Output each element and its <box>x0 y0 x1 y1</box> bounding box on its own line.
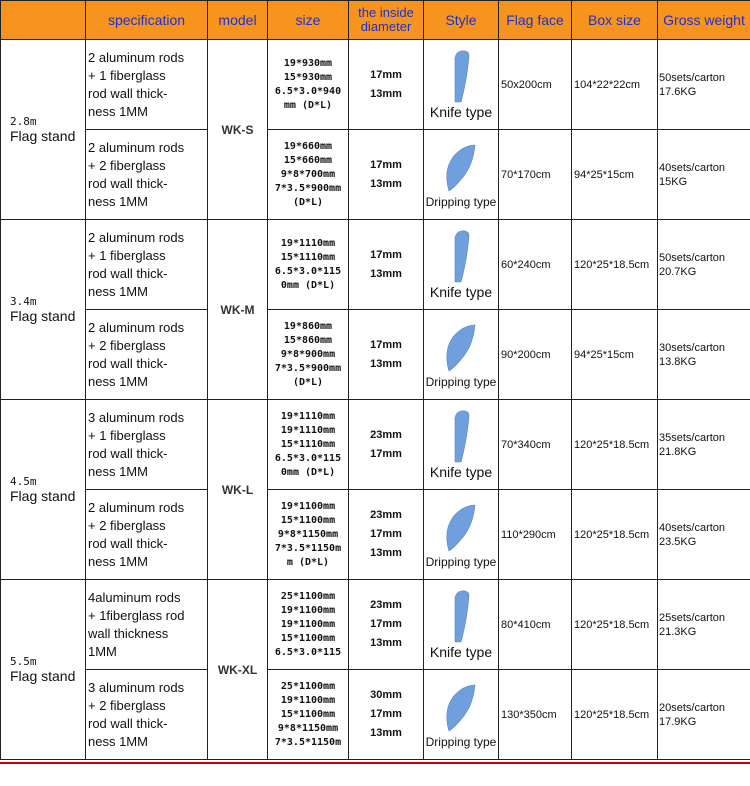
stand-height-cell <box>1 580 86 760</box>
size-line: 15*860mm <box>283 334 333 346</box>
size-cell <box>268 310 349 400</box>
diameter-line: 17mm <box>370 158 402 171</box>
specification-line: ness 1MM <box>88 283 148 299</box>
gross-weight-line: 50sets/carton <box>659 71 726 84</box>
size-line: 19*660mm <box>283 140 333 152</box>
stand-height: 4.5m <box>10 475 37 488</box>
dripping-flag-icon <box>441 321 481 375</box>
diameter-line: 13mm <box>370 87 402 100</box>
inside-diameter-cell <box>349 130 424 220</box>
model-cell: WK-XL <box>208 580 268 760</box>
diameter-line: 13mm <box>370 637 402 649</box>
specification-line: wall thickness <box>88 625 169 641</box>
diameter-line: 23mm <box>370 509 402 521</box>
gross-weight-cell <box>658 490 750 580</box>
inside-diameter-cell <box>349 490 424 580</box>
size-line: 19*1110mm <box>280 424 336 436</box>
size-line: 9*8*1150mm <box>277 528 339 540</box>
size-line: 6.5*3.0*115 <box>274 265 342 277</box>
flag-face-cell: 60*240cm <box>499 220 572 310</box>
size-line: 9*8*700mm <box>280 168 336 180</box>
size-line: m (D*L) <box>286 556 330 568</box>
header-box-size: Box size <box>572 1 658 40</box>
specification-cell <box>86 310 208 400</box>
specification-line: + 2 fiberglass <box>88 157 166 173</box>
header-specification: specification <box>86 1 208 40</box>
diameter-line: 17mm <box>370 68 402 81</box>
size-line: 0mm (D*L) <box>280 279 336 291</box>
gross-weight-line: 40sets/carton <box>659 161 726 174</box>
box-size-cell: 120*25*18.5cm <box>572 220 658 310</box>
header-model: model <box>208 1 268 40</box>
table-row <box>1 40 750 130</box>
style-cell <box>424 310 499 400</box>
specification-line: 2 aluminum rods <box>88 139 185 155</box>
stand-label: Flag stand <box>10 308 76 324</box>
size-line: 19*1100mm <box>280 500 336 512</box>
specification-cell <box>86 400 208 490</box>
specification-line: rod wall thick- <box>88 355 168 371</box>
knife-flag-icon <box>441 410 481 464</box>
specification-line: ness 1MM <box>88 733 148 749</box>
specification-line: + 1 fiberglass <box>88 427 166 443</box>
style-cell <box>424 670 499 760</box>
diameter-line: 30mm <box>370 689 402 701</box>
size-line: 19*1100mm <box>280 604 336 616</box>
stand-label: Flag stand <box>10 128 76 144</box>
header-gross-weight: Gross weight <box>658 1 750 40</box>
style-cell <box>424 130 499 220</box>
style-cell <box>424 400 499 490</box>
specification-line: ness 1MM <box>88 373 148 389</box>
gross-weight-line: 15KG <box>659 175 688 188</box>
model-cell: WK-L <box>208 400 268 580</box>
specification-cell <box>86 670 208 760</box>
flag-face-cell: 70*340cm <box>499 400 572 490</box>
size-cell <box>268 130 349 220</box>
specification-line: rod wall thick- <box>88 85 168 101</box>
specification-cell <box>86 130 208 220</box>
size-line: (D*L) <box>292 196 324 208</box>
specification-line: ness 1MM <box>88 103 148 119</box>
gross-weight-line: 40sets/carton <box>659 521 726 534</box>
style-cell <box>424 220 499 310</box>
dripping-flag-icon <box>441 141 481 195</box>
stand-height-cell <box>1 40 86 220</box>
gross-weight-line: 50sets/carton <box>659 251 726 264</box>
style-label: Knife type <box>429 283 493 300</box>
diameter-line: 17mm <box>370 338 402 351</box>
size-line: 15*660mm <box>283 154 333 166</box>
diameter-line: 13mm <box>370 357 402 370</box>
gross-weight-cell <box>658 40 750 130</box>
specification-line: + 2 fiberglass <box>88 697 166 713</box>
table-body <box>1 40 750 760</box>
inside-diameter-cell <box>349 400 424 490</box>
style-label: Knife type <box>429 643 493 660</box>
header-row <box>1 1 750 40</box>
specification-line: + 1 fiberglass <box>88 247 166 263</box>
gross-weight-line: 20.7KG <box>659 265 697 278</box>
diameter-line: 13mm <box>370 547 402 559</box>
size-line: 15*1100mm <box>280 632 336 644</box>
specification-line: 2 aluminum rods <box>88 499 185 515</box>
size-line: 25*1100mm <box>280 590 336 602</box>
style-label: Dripping type <box>425 374 497 389</box>
gross-weight-line: 23.5KG <box>659 535 697 548</box>
table-row <box>1 670 750 760</box>
box-size-cell: 120*25*18.5cm <box>572 400 658 490</box>
specification-line: + 1 fiberglass <box>88 67 166 83</box>
size-line: 7*3.5*1150m <box>274 736 342 748</box>
size-line: 9*8*900mm <box>280 348 336 360</box>
size-line: 19*930mm <box>283 57 333 69</box>
gross-weight-cell <box>658 130 750 220</box>
diameter-line: 13mm <box>370 267 402 280</box>
specification-line: 2 aluminum rods <box>88 49 185 65</box>
specification-cell <box>86 40 208 130</box>
size-cell <box>268 580 349 670</box>
header-style: Style <box>424 1 499 40</box>
diameter-line: 13mm <box>370 177 402 190</box>
style-label: Dripping type <box>425 194 497 209</box>
size-line: 15*1100mm <box>280 708 336 720</box>
gross-weight-line: 17.9KG <box>659 715 697 728</box>
gross-weight-line: 17.6KG <box>659 85 697 98</box>
style-cell <box>424 490 499 580</box>
specification-line: ness 1MM <box>88 553 148 569</box>
size-line: 15*1100mm <box>280 514 336 526</box>
diameter-line: 17mm <box>370 708 402 720</box>
stand-label: Flag stand <box>10 488 76 504</box>
diameter-line: 17mm <box>370 618 402 630</box>
specification-line: ness 1MM <box>88 193 148 209</box>
size-line: 15*930mm <box>283 71 333 83</box>
knife-flag-icon <box>441 230 481 284</box>
size-cell <box>268 490 349 580</box>
specification-line: + 1fiberglass rod <box>88 607 185 623</box>
specification-line: + 2 fiberglass <box>88 337 166 353</box>
knife-flag-icon <box>441 50 481 104</box>
box-size-cell: 94*25*15cm <box>572 310 658 400</box>
style-cell <box>424 580 499 670</box>
header-inside-diameter: the inside diameter <box>349 1 424 40</box>
header-size: size <box>268 1 349 40</box>
size-line: 19*1110mm <box>280 410 336 422</box>
specification-line: 2 aluminum rods <box>88 229 185 245</box>
flag-face-cell: 90*200cm <box>499 310 572 400</box>
stand-height-cell <box>1 400 86 580</box>
gross-weight-cell <box>658 310 750 400</box>
specification-line: rod wall thick- <box>88 715 168 731</box>
gross-weight-line: 20sets/carton <box>659 701 726 714</box>
dripping-flag-icon <box>441 501 481 555</box>
stand-height: 5.5m <box>10 655 37 668</box>
size-line: 19*860mm <box>283 320 333 332</box>
flag-face-cell: 50x200cm <box>499 40 572 130</box>
gross-weight-cell <box>658 580 750 670</box>
specification-line: rod wall thick- <box>88 175 168 191</box>
size-cell <box>268 400 349 490</box>
gross-weight-line: 13.8KG <box>659 355 697 368</box>
size-line: 0mm (D*L) <box>280 466 336 478</box>
diameter-line: 13mm <box>370 727 402 739</box>
style-label: Knife type <box>429 103 493 120</box>
size-line: mm (D*L) <box>283 99 333 111</box>
size-line: 15*1110mm <box>280 438 336 450</box>
table-row <box>1 580 750 670</box>
inside-diameter-cell <box>349 580 424 670</box>
size-cell <box>268 40 349 130</box>
gross-weight-line: 25sets/carton <box>659 611 726 624</box>
size-cell <box>268 670 349 760</box>
inside-diameter-cell <box>349 310 424 400</box>
box-size-cell: 120*25*18.5cm <box>572 670 658 760</box>
size-line: 15*1110mm <box>280 251 336 263</box>
size-cell <box>268 220 349 310</box>
size-line: 19*1100mm <box>280 618 336 630</box>
model-cell: WK-S <box>208 40 268 220</box>
size-line: 19*1100mm <box>280 694 336 706</box>
style-label: Dripping type <box>425 554 497 569</box>
inside-diameter-cell <box>349 220 424 310</box>
specification-line: rod wall thick- <box>88 535 168 551</box>
specification-line: + 2 fiberglass <box>88 517 166 533</box>
table-row <box>1 310 750 400</box>
inside-diameter-cell <box>349 670 424 760</box>
specification-line: ness 1MM <box>88 463 148 479</box>
style-label: Dripping type <box>425 734 497 749</box>
header-flag-face: Flag face <box>499 1 572 40</box>
stand-label: Flag stand <box>10 668 76 684</box>
stand-height: 2.8m <box>10 115 37 128</box>
specification-line: rod wall thick- <box>88 265 168 281</box>
size-line: (D*L) <box>292 376 324 388</box>
diameter-line: 17mm <box>370 248 402 261</box>
gross-weight-line: 35sets/carton <box>659 431 726 444</box>
size-line: 6.5*3.0*115 <box>274 452 342 464</box>
box-size-cell: 104*22*22cm <box>572 40 658 130</box>
size-line: 25*1100mm <box>280 680 336 692</box>
style-cell <box>424 40 499 130</box>
gross-weight-line: 21.3KG <box>659 625 697 638</box>
diameter-line: 17mm <box>370 447 402 460</box>
box-size-cell: 120*25*18.5cm <box>572 580 658 670</box>
size-line: 6.5*3.0*115 <box>274 646 342 658</box>
specification-line: 2 aluminum rods <box>88 319 185 335</box>
specification-line: 1MM <box>88 643 117 659</box>
stand-height-cell <box>1 220 86 400</box>
size-line: 9*8*1150mm <box>277 722 339 734</box>
size-line: 6.5*3.0*940 <box>274 85 342 97</box>
dripping-flag-icon <box>441 681 481 735</box>
box-size-cell: 94*25*15cm <box>572 130 658 220</box>
table-row <box>1 130 750 220</box>
diameter-line: 23mm <box>370 428 402 441</box>
gross-weight-line: 30sets/carton <box>659 341 726 354</box>
specification-cell <box>86 490 208 580</box>
size-line: 7*3.5*1150m <box>274 542 342 554</box>
table-row <box>1 220 750 310</box>
gross-weight-cell <box>658 220 750 310</box>
specification-line: 4aluminum rods <box>88 589 181 605</box>
size-line: 7*3.5*900mm <box>274 362 342 374</box>
knife-flag-icon <box>441 590 481 644</box>
size-line: 7*3.5*900mm <box>274 182 342 194</box>
gross-weight-cell <box>658 400 750 490</box>
table-row <box>1 400 750 490</box>
specification-line: rod wall thick- <box>88 445 168 461</box>
bottom-rule <box>0 762 750 764</box>
diameter-line: 17mm <box>370 528 402 540</box>
table-row <box>1 490 750 580</box>
specification-cell <box>86 580 208 670</box>
flag-face-cell: 130*350cm <box>499 670 572 760</box>
flag-face-cell: 110*290cm <box>499 490 572 580</box>
box-size-cell: 120*25*18.5cm <box>572 490 658 580</box>
specification-cell <box>86 220 208 310</box>
gross-weight-line: 21.8KG <box>659 445 697 458</box>
diameter-line: 23mm <box>370 599 402 611</box>
flag-face-cell: 80*410cm <box>499 580 572 670</box>
flag-face-cell: 70*170cm <box>499 130 572 220</box>
inside-diameter-cell <box>349 40 424 130</box>
stand-height: 3.4m <box>10 295 37 308</box>
specification-line: 3 aluminum rods <box>88 679 185 695</box>
gross-weight-cell <box>658 670 750 760</box>
specification-line: 3 aluminum rods <box>88 409 185 425</box>
model-cell: WK-M <box>208 220 268 400</box>
header-blank <box>1 1 86 40</box>
size-line: 19*1110mm <box>280 237 336 249</box>
style-label: Knife type <box>429 463 493 480</box>
